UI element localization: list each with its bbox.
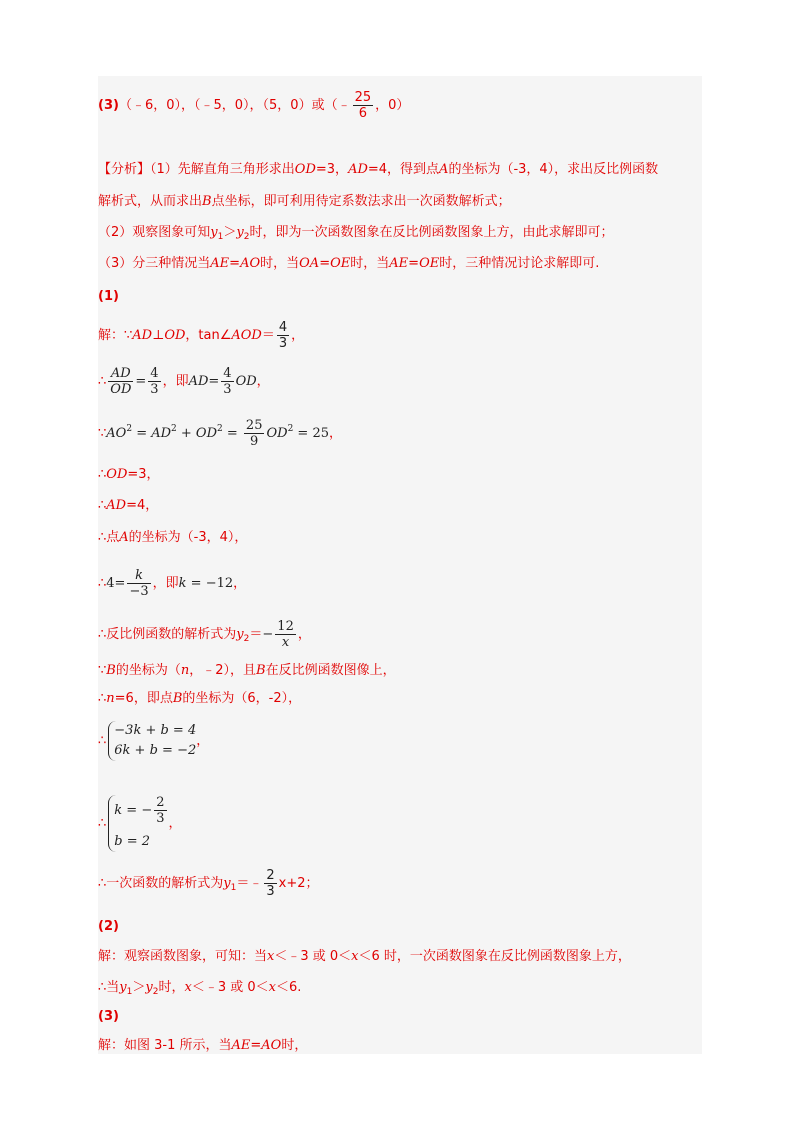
sol1-step-2: ∴ $\frac{AD}{OD}$ = $\frac{4}{3}$ ，即AD= $\frac{4}{3}$ OD， [98, 366, 270, 397]
analysis-line-4: （3）分三种情况当AE=AO时，当OA=OE时，当AE=OE时，三种情况讨论求解即可. [98, 256, 600, 271]
sol3-line-1: 解：如图 3-1 所示，当AE=AO时， [98, 1038, 308, 1053]
fraction-4-3: $\frac{4}{3}$ [150, 366, 159, 397]
solution-2-label: (2) [98, 919, 119, 934]
sol1-step-6: ∴点A的坐标为（-3，4）， [98, 530, 248, 545]
sol1-step-12: ∴ k = − $\frac{2}{3}$ b = 2 ， [98, 795, 182, 852]
analysis-line-3: （2）观察图象可知$y_1>y_2$时，即为一次函数图象在反比例函数图象上方，由此求解即可； [98, 225, 614, 242]
sol2-line-1: 解：观察函数图象，可知：当x＜﹣3 或 0＜x＜6 时，一次函数图象在反比例函数图象上方， [98, 949, 631, 964]
sol1-step-1: 解：∵AD⊥OD，tan∠AOD＝ $\frac{4}{3}$ ， [98, 320, 305, 351]
solution-3-label: (3) [98, 1009, 119, 1024]
equation-system: −3k + b = 4 6k + b = −2 [108, 721, 196, 761]
part3-answer: (3)（﹣6，0），（﹣5，0），（5，0）或（﹣ $\frac{25}{6}$ ，0） [98, 90, 410, 121]
fraction-4-3: $\frac{4}{3}$ [278, 320, 288, 351]
fraction-ad-od: $\frac{AD}{OD}$ [110, 366, 132, 397]
fraction-2-3: $\frac{2}{3}$ [156, 795, 165, 826]
sol1-step-11: ∴ −3k + b = 4 6k + b = −2 ， [98, 721, 209, 761]
sol1-step-3: $\because AO^2 = AD^2 + OD^2$ = $\frac{25}{9}$ $OD^2 = 25$， [98, 418, 343, 449]
sol2-line-2: ∴当$y_1>y_2$时，x＜﹣3 或 0＜x＜6. [98, 980, 302, 997]
sol1-step-8: ∴反比例函数的解析式为$y_2=-$ $\frac{12}{x}$ ， [98, 619, 311, 650]
fraction-25-6: $\frac{25}{6}$ [354, 90, 372, 121]
sol1-step-4: ∴OD=3， [98, 467, 160, 482]
sol1-step-7: ∴4= $\frac{k}{-3}$ ，即k = −12， [98, 568, 247, 599]
fraction-12-x: $\frac{12}{x}$ [277, 619, 294, 650]
analysis-line-2: 解析式，从而求出B点坐标，即可利用待定系数法求出一次函数解析式； [98, 194, 511, 209]
solution-system: k = − $\frac{2}{3}$ b = 2 [108, 795, 168, 852]
sol1-step-13: ∴一次函数的解析式为$y_1=﹣$ $\frac{2}{3}$ x+2； [98, 868, 319, 899]
solution-1-label: (1) [98, 289, 119, 304]
content-panel [98, 76, 702, 1054]
fraction-25-9: $\frac{25}{9}$ [245, 418, 263, 449]
analysis-line-1: 【分析】（1）先解直角三角形求出OD=3，AD=4，得到点A的坐标为（-3，4），求出反比例函数 [98, 162, 659, 177]
sol1-step-10: ∴n=6，即点B的坐标为（6，-2）， [98, 691, 302, 706]
sol1-step-9: ∵B的坐标为（n，﹣2），且B在反比例函数图像上， [98, 663, 396, 678]
fraction-k-neg3: $\frac{k}{-3}$ [129, 568, 149, 599]
fraction-2-3: $\frac{2}{3}$ [266, 868, 275, 899]
fraction-4-3: $\frac{4}{3}$ [223, 366, 232, 397]
sol1-step-5: ∴AD=4， [98, 498, 159, 513]
